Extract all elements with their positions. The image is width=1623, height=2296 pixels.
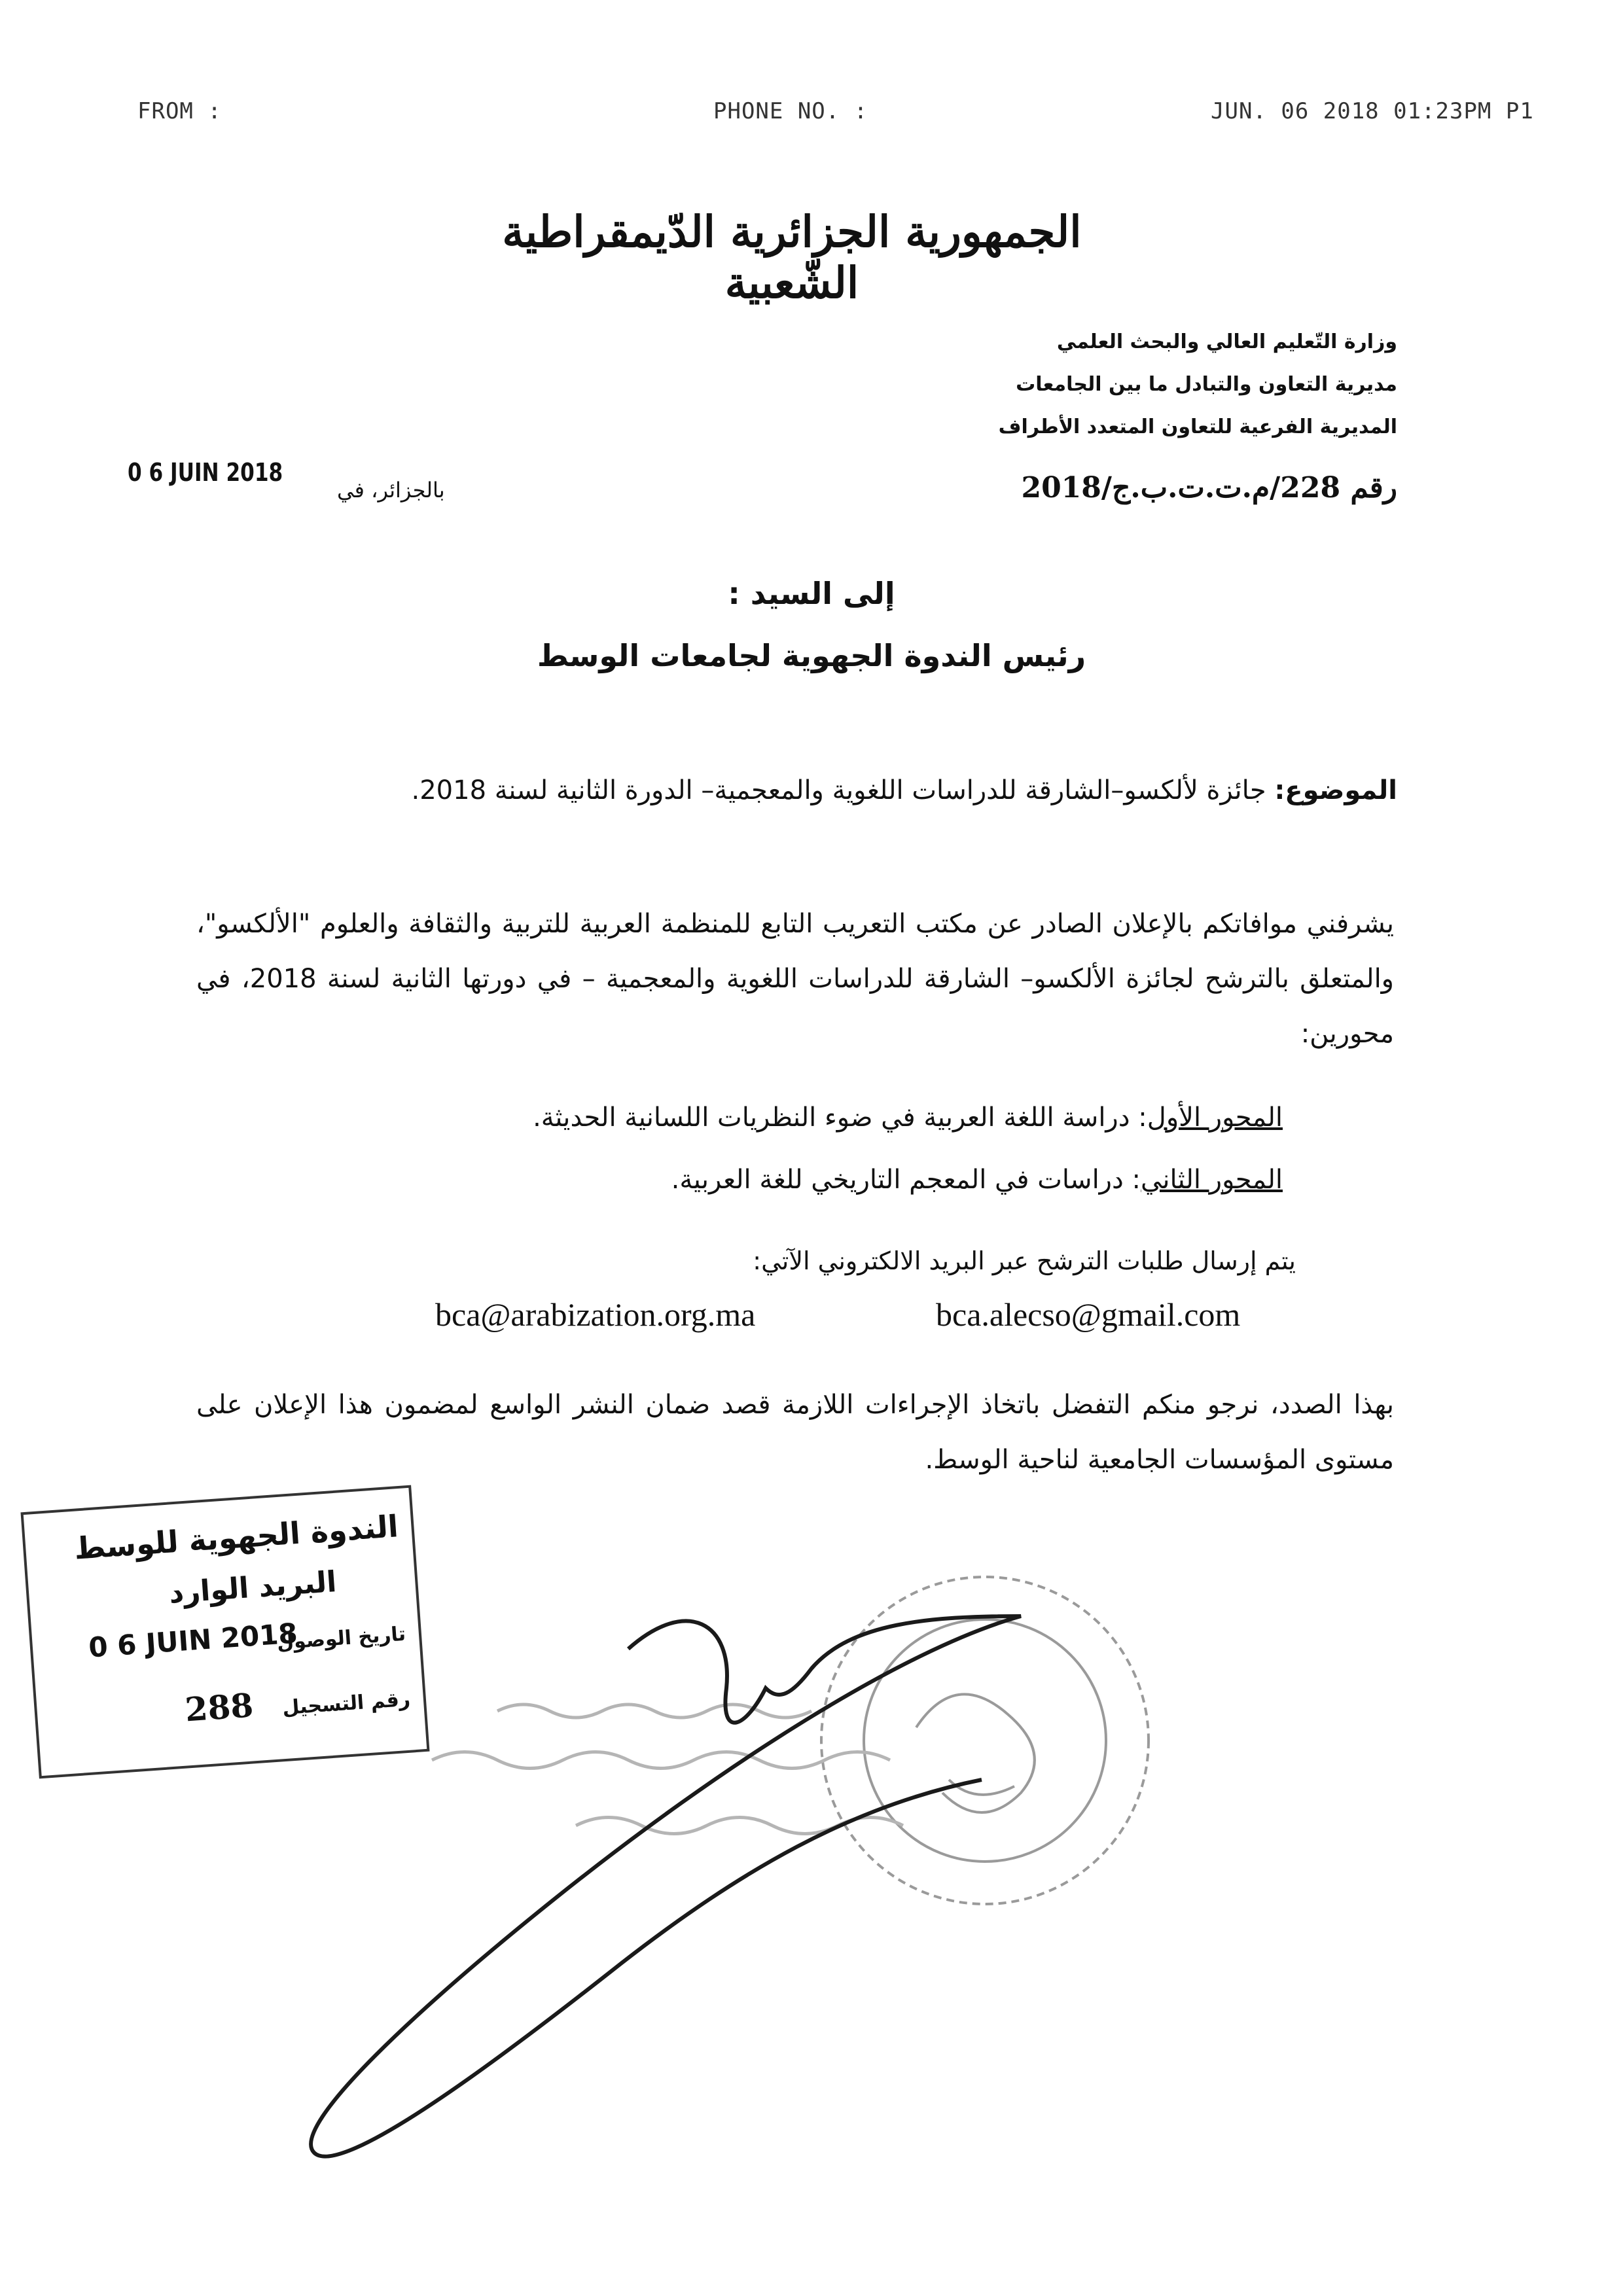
stamp-date-label: تاريخ الوصول <box>276 1622 407 1655</box>
axis-1-text: : دراسة اللغة العربية في ضوء النظريات اللسانية الحديثة. <box>533 1103 1147 1133</box>
stamp-line-2: البريد الوارد <box>168 1565 338 1610</box>
email-arabization: bca@arabization.org.ma <box>435 1296 756 1333</box>
stamp-reg-label: رقم التسجيل <box>281 1687 412 1720</box>
paragraph-intro: يشرفني موافاتكم بالإعلان الصادر عن مكتب التعريب التابع للمنظمة العربية للتربية والثقافة والعلوم "الألكسو"، والمتعلق بالترشح لجائزة الألكسو– الشارقة للدراسات اللغوية والمعجمية – في دورتها الثانية لسنة 2018، في محورين: <box>196 909 1394 1049</box>
date-stamp: 0 6 JUIN 2018 <box>128 458 283 487</box>
stamp-date-value: 0 6 JUIN 2018 <box>87 1617 299 1664</box>
stamp-reg-value: 288 <box>183 1686 255 1729</box>
axis-2-text: : دراسات في المعجم التاريخي للغة العربية. <box>671 1165 1141 1195</box>
fax-datetime: JUN. 06 2018 01:23PM P1 <box>1211 98 1534 124</box>
place-label: بالجزائر، في <box>337 478 445 503</box>
subject-text: جائزة لألكسو–الشارقة للدراسات اللغوية والمعجمية– الدورة الثانية لسنة 2018. <box>411 775 1275 805</box>
email-alecso: bca.alecso@gmail.com <box>936 1296 1241 1333</box>
fax-phone: PHONE NO. : <box>713 98 868 124</box>
signature <box>311 1616 1021 2157</box>
fax-from: FROM : <box>137 98 222 124</box>
subdirectorate-name: المديرية الفرعية للتعاون المتعدد الأطراف <box>998 415 1397 438</box>
paragraph-request: بهذا الصدد، نرجو منكم التفضل باتخاذ الإجراءات اللازمة قصد ضمان النشر الواسع لمضمون هذا الإعلان على مستوى المؤسسات الجامعية لناحية الوسط. <box>196 1390 1394 1475</box>
reference-number: رقم 228/م.ت.ت.ب.ج/2018 <box>1021 471 1397 504</box>
directorate-name: مديرية التعاون والتبادل ما بين الجامعات <box>1016 373 1397 396</box>
emails-intro: يتم إرسال طلبات الترشح عبر البريد الالكتروني الآتي: <box>753 1246 1296 1275</box>
axis-1-label: المحور الأول <box>1147 1103 1283 1133</box>
axis-2-label: المحور الثاني <box>1141 1165 1283 1195</box>
subject-label: الموضوع: <box>1274 775 1397 805</box>
republic-title: الجمهورية الجزائرية الدّيمقراطية الشّعبية <box>502 206 1082 308</box>
ministry-name: وزارة التّعليم العالي والبحث العلمي <box>1056 330 1397 353</box>
recipient: رئيس الندوة الجهوية لجامعات الوسط <box>537 638 1086 673</box>
to-label: إلى السيد : <box>728 576 895 611</box>
stamp-line-1: الندوة الجهوية للوسط <box>73 1508 400 1566</box>
